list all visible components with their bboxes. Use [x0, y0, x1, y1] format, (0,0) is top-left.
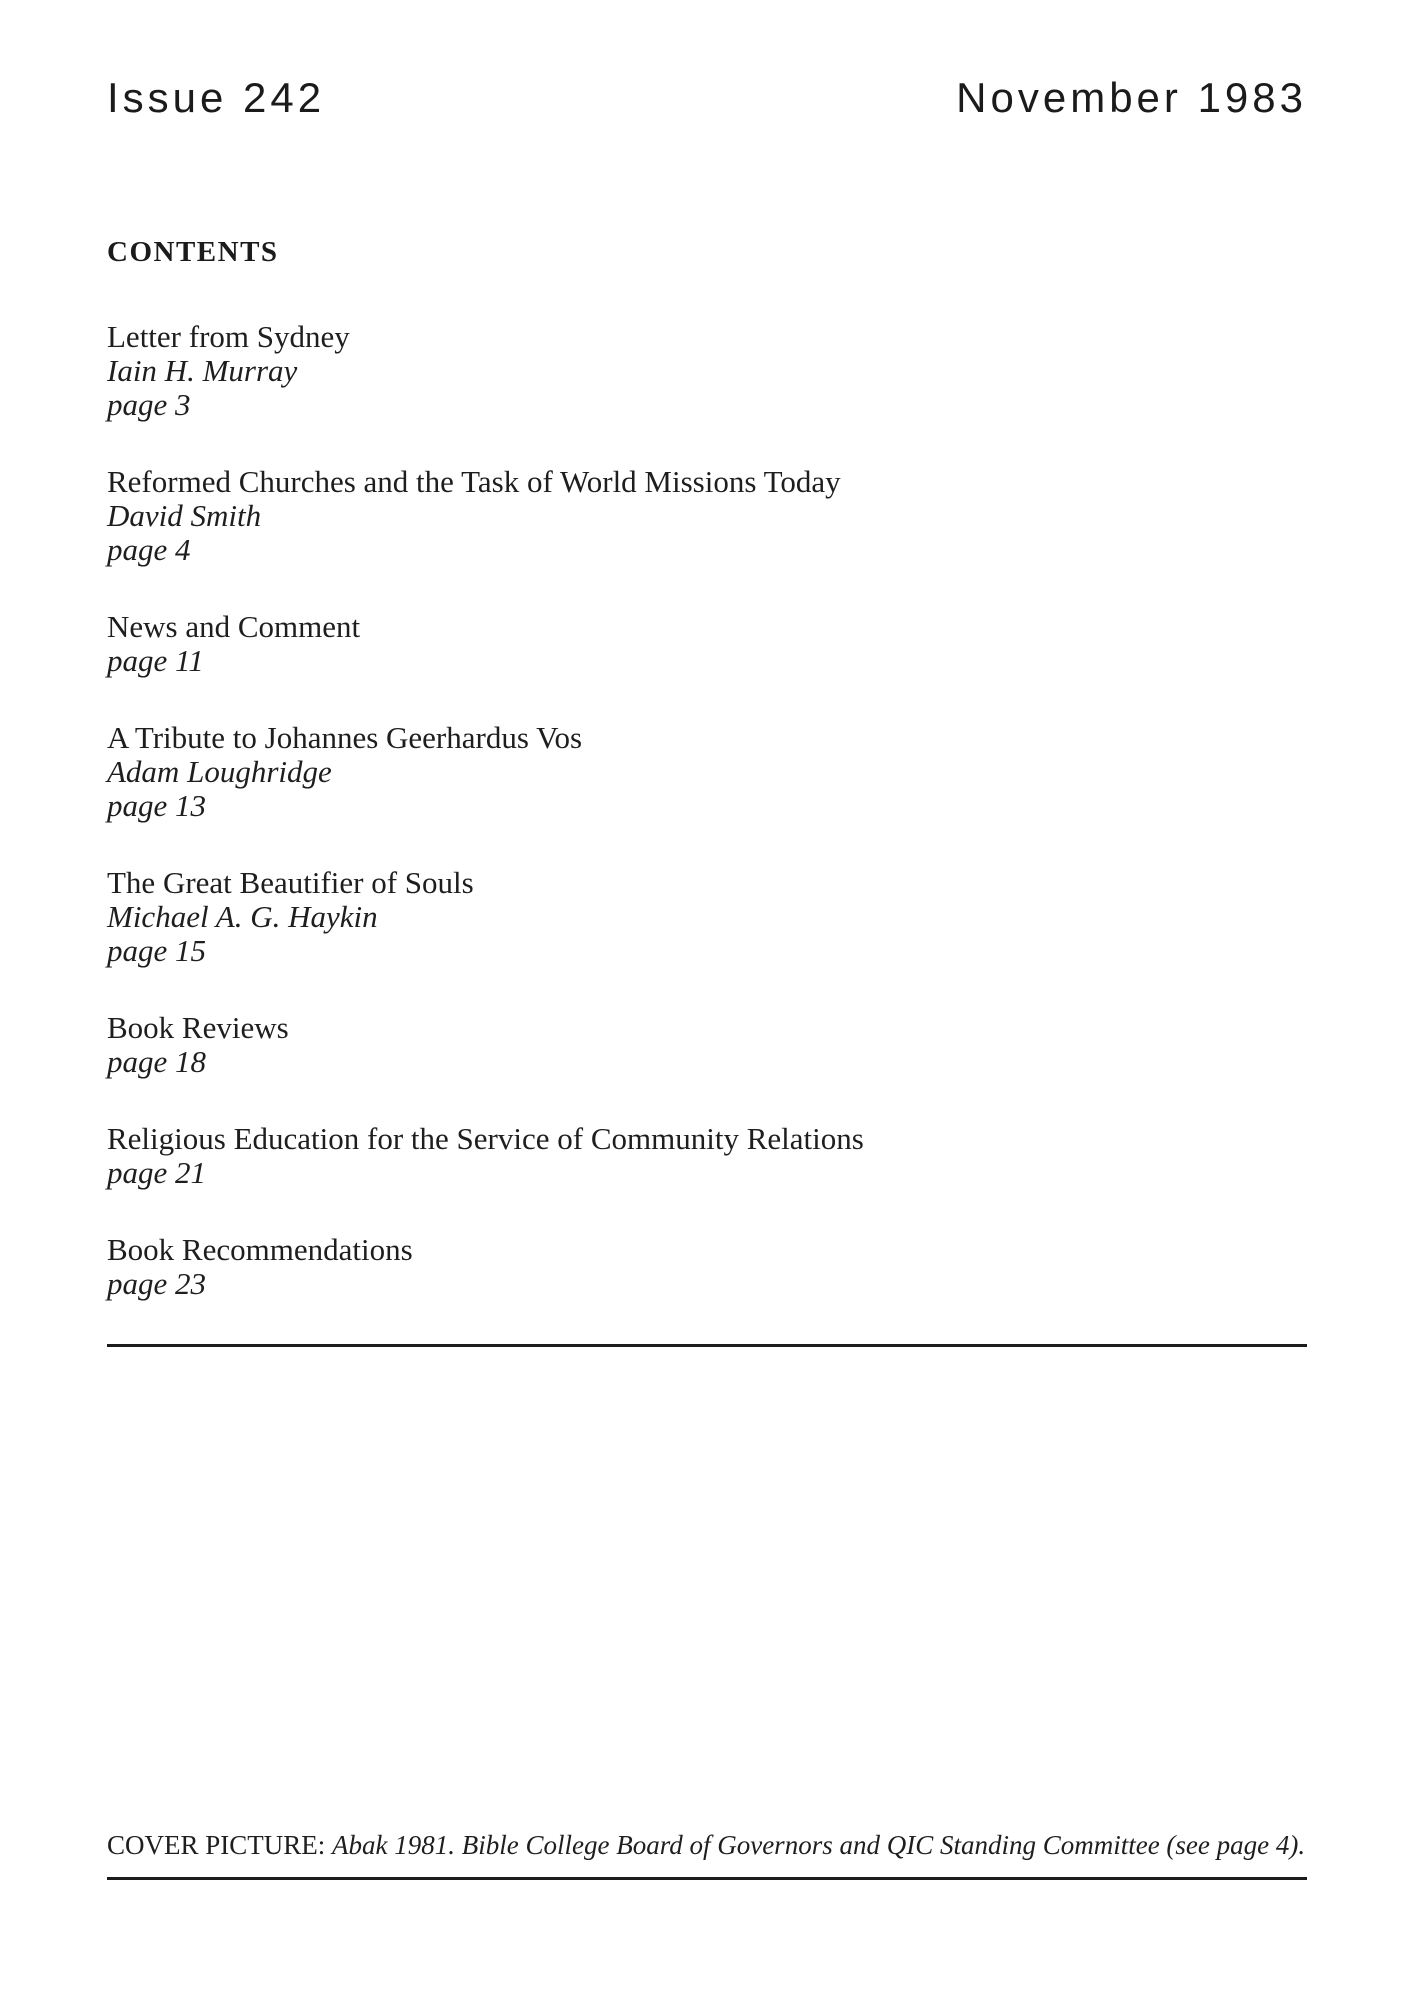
contents-entry: [107, 1011, 1307, 1079]
entry-page: page 18: [107, 1044, 207, 1079]
contents-list: [107, 320, 1307, 1301]
entry-page: page 21: [107, 1155, 207, 1190]
contents-divider-rule: [107, 1344, 1307, 1347]
page-header: [107, 74, 1307, 122]
contents-heading: CONTENTS: [107, 236, 279, 268]
cover-caption-footer: [107, 1829, 1307, 2000]
entry-page: page 15: [107, 933, 207, 968]
entry-author: Adam Loughridge: [107, 754, 332, 789]
entry-title: News and Comment: [107, 609, 361, 644]
entry-title: Letter from Sydney: [107, 319, 350, 354]
entry-page: page 3: [107, 387, 191, 422]
contents-entry: [107, 1122, 1307, 1190]
contents-entry: [107, 1233, 1307, 1301]
cover-picture-label: COVER PICTURE:: [107, 1830, 326, 1860]
contents-entry: [107, 465, 1307, 567]
contents-entry: [107, 320, 1307, 422]
entry-page: page 11: [107, 643, 204, 678]
entry-title: Religious Education for the Service of Community Relations: [107, 1121, 864, 1156]
contents-entry: [107, 866, 1307, 968]
entry-author: Iain H. Murray: [107, 353, 298, 388]
footer-rule: [107, 1877, 1307, 1880]
issue-number: Issue 242: [107, 74, 326, 121]
issue-date: November 1983: [956, 74, 1307, 121]
entry-title: A Tribute to Johannes Geerhardus Vos: [107, 720, 583, 755]
entry-title: Book Reviews: [107, 1010, 289, 1045]
entry-title: Book Recommendations: [107, 1232, 413, 1267]
entry-page: page 13: [107, 788, 207, 823]
cover-picture-caption: [107, 1829, 1307, 1861]
contents-entry: [107, 721, 1307, 823]
entry-author: David Smith: [107, 498, 262, 533]
entry-title: The Great Beautifier of Souls: [107, 865, 474, 900]
entry-page: page 23: [107, 1266, 207, 1301]
contents-entry: [107, 610, 1307, 678]
entry-title: Reformed Churches and the Task of World Missions Today: [107, 464, 841, 499]
entry-page: page 4: [107, 532, 191, 567]
entry-author: Michael A. G. Haykin: [107, 899, 378, 934]
cover-picture-text: Abak 1981. Bible College Board of Governors and QIC Standing Committee (see page 4).: [332, 1830, 1306, 1860]
